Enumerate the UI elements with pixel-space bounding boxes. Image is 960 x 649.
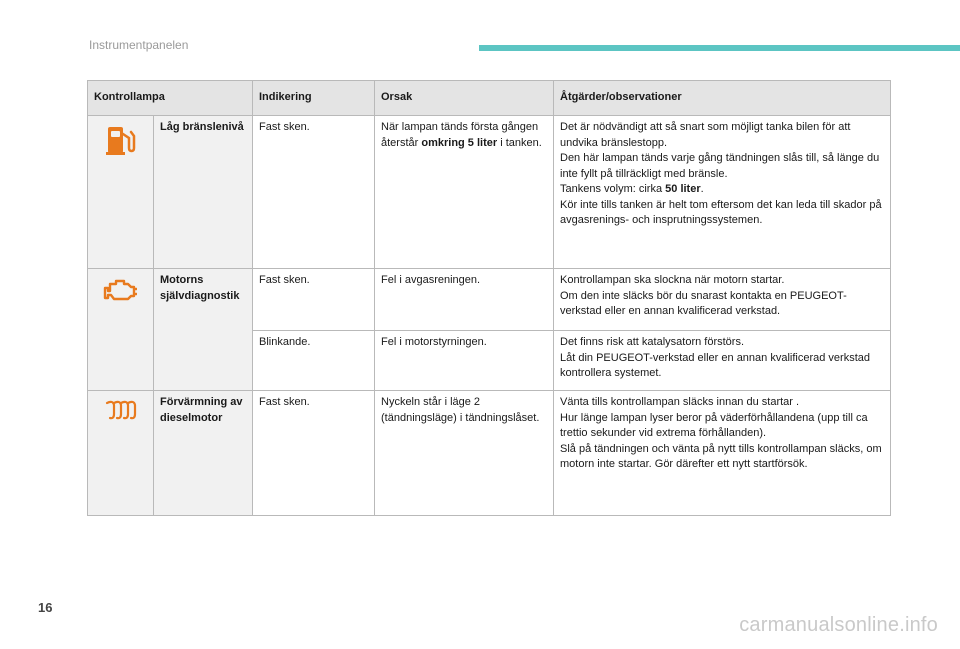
table-row: [88, 269, 891, 331]
atgarder-text: Kontrollampan ska slockna när motorn startar.: [560, 274, 785, 286]
atgarder-text: Det finns risk att katalysatorn förstörs.: [560, 336, 745, 348]
header-accent-bar: [479, 45, 960, 51]
glow-plug-icon: [104, 399, 138, 421]
orsak-text: När lampan tänds första gången återstår: [381, 121, 539, 149]
header-orsak: Orsak: [375, 81, 554, 116]
lamp-name: Låg bränslenivå: [154, 116, 253, 269]
orsak-cell: [375, 116, 554, 269]
atgarder-cell: [554, 116, 891, 269]
indikering-cell: Fast sken.: [253, 391, 375, 516]
icon-cell: [88, 116, 154, 269]
header-atgarder: Åtgärder/observationer: [554, 81, 891, 116]
icon-cell: [88, 269, 154, 391]
atgarder-text: Låt din PEUGEOT-verkstad eller en annan kvalificerad verkstad kontrollera systemet.: [560, 351, 870, 379]
indikering-cell: Blinkande.: [253, 331, 375, 391]
header-indikering: Indikering: [253, 81, 375, 116]
table-row: [88, 116, 891, 269]
header-kontrollampa: Kontrollampa: [88, 81, 253, 116]
orsak-bold: omkring 5 liter: [421, 136, 498, 149]
icon-cell: [88, 391, 154, 516]
atgarder-text: Slå på tändningen och vänta på nytt tills kontrollampan släcks, om motorn inte startar. Gör därefter ett nytt startförsök.: [560, 442, 882, 470]
table-row: [88, 391, 891, 516]
atgarder-cell: [554, 269, 891, 331]
lamp-name: Motorns självdiagnostik: [154, 269, 253, 391]
atgarder-text: Kör inte tills tanken är helt tom eftersom det kan leda till skador på avgasrenings- och insprutningssystemen.: [560, 198, 882, 226]
tank-volume-end: .: [700, 183, 704, 195]
indikering-cell: Fast sken.: [253, 269, 375, 331]
orsak-cell: Fel i motorstyrningen.: [375, 331, 554, 391]
page-number: 16: [38, 600, 53, 615]
lamp-name: Förvärmning av dieselmotor: [154, 391, 253, 516]
engine-icon: [103, 277, 139, 303]
atgarder-cell: [554, 391, 891, 516]
orsak-cell: Fel i avgasreningen.: [375, 269, 554, 331]
orsak-text-end: i tanken.: [497, 136, 542, 149]
watermark: carmanualsonline.info: [739, 614, 938, 636]
atgarder-text: [560, 182, 884, 198]
tank-volume-text: Tankens volym: cirka: [560, 183, 666, 195]
atgarder-cell: [554, 331, 891, 391]
indikering-cell: Fast sken.: [253, 116, 375, 269]
atgarder-text: Hur länge lampan lyser beror på väderförhållandena (upp till ca trettio sekunder vid extrema förhållanden).: [560, 411, 868, 439]
warning-lamp-table: [87, 80, 891, 516]
atgarder-text: Vänta tills kontrollampan släcks innan du startar .: [560, 396, 800, 408]
table-header-row: [88, 81, 891, 116]
tank-volume-value: 50 liter: [665, 183, 701, 195]
atgarder-text: Det är nödvändigt att så snart som möjligt tanka bilen för att undvika bränslestopp.: [560, 121, 851, 149]
section-title: Instrumentpanelen: [89, 38, 189, 52]
orsak-cell: Nyckeln står i läge 2 (tändningsläge) i tändningslåset.: [375, 391, 554, 516]
atgarder-text: Den här lampan tänds varje gång tändningen slås till, så länge du inte fyllt på tillräckligt med bränsle.: [560, 152, 880, 180]
fuel-pump-icon: [104, 124, 138, 156]
atgarder-text: Om den inte släcks bör du snarast kontakta en PEUGEOT-verkstad eller en annan kvalificerad verkstad.: [560, 289, 847, 317]
